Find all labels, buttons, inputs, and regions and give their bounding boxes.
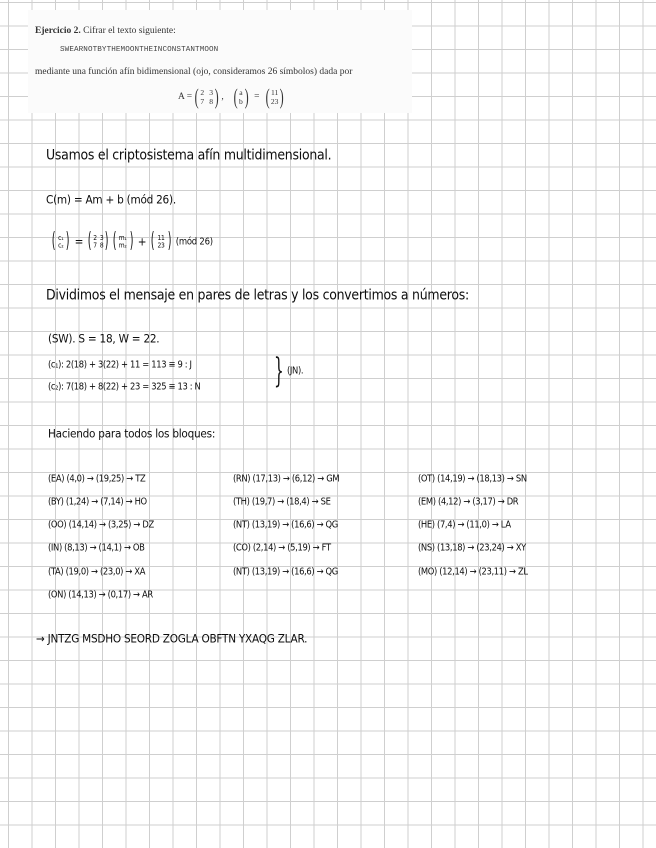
exercise-formula <box>178 84 287 110</box>
block-entry: (HE) (7,4) → (11,0) → LA <box>418 518 511 530</box>
note-c2-calc: (c₂): 7(18) + 8(22) + 23 = 325 ≡ 13 : N <box>48 380 201 392</box>
note-affine-formula: C(m) = Am + b (mód 26). <box>46 193 176 207</box>
note-all-blocks: Haciendo para todos los bloques: <box>48 427 216 441</box>
exercise-description: mediante una función afín bidimensional (ojo, consideramos 26 símbolos) dada por <box>35 67 353 77</box>
formula-comma: , <box>221 92 224 102</box>
b-vector-handwritten <box>157 234 164 249</box>
c-vector-cell: c₂ <box>58 241 64 250</box>
c-vector <box>58 234 63 249</box>
matrix-eq-mod: (mód 26) <box>175 236 213 247</box>
block-entry: (TH) (19,7) → (18,4) → SE <box>233 495 331 507</box>
vector-ab-cell: b <box>239 97 243 106</box>
block-entry: (EA) (4,0) → (19,25) → TZ <box>48 472 146 484</box>
matrix-a-cell: 2 <box>200 88 205 97</box>
note-c1-calc: (c₁): 2(18) + 3(22) + 11 = 113 ≡ 9 : J <box>48 358 192 370</box>
exercise-heading <box>35 26 176 36</box>
c-vector-cell: c₁ <box>58 233 64 242</box>
final-ciphertext: → JNTZG MSDHO SEORD ZOGLA OBFTN YXAQG ZLAR. <box>36 632 308 646</box>
block-entry: (RN) (17,13) → (6,12) → GM <box>233 472 340 484</box>
vector-b-values: ( 11 23 ) <box>265 84 285 109</box>
matrix-a-label: A = <box>178 92 193 102</box>
block-entry: (CO) (2,14) → (5,19) → FT <box>233 541 331 553</box>
matrix-a-cell: 7 <box>200 97 205 106</box>
plaintext-message: SWEARNOTBYTHEMOONTHEINCONSTANTMOON <box>60 46 219 54</box>
vector-ab: ( a b ) <box>233 84 249 109</box>
matrix-eq-equals: = <box>74 234 84 249</box>
matrix-a: ( 2 3 7 8 ) <box>194 84 219 109</box>
block-entry: (NT) (13,19) → (16,6) → QG <box>233 565 338 577</box>
brace-symbol: } <box>274 351 284 391</box>
block-entry: (EM) (4,12) → (3,17) → DR <box>418 495 519 507</box>
block-entry: (NS) (13,18) → (23,24) → XY <box>418 541 526 553</box>
b-vector-cell: 11 <box>157 233 165 242</box>
note-matrix-equation: ( c₁ c₂ ) = ( 2 3 7 8 ) ( m₁ m₂ ) + ( 11 23 ) (mód 26) <box>51 228 213 254</box>
exercise-instruction: Cifrar el texto siguiente: <box>83 26 176 36</box>
m-vector-cell: m₂ <box>118 241 127 250</box>
block-entry: (OO) (14,14) → (3,25) → DZ <box>48 518 154 530</box>
matrix-cell: 7 <box>93 241 97 250</box>
matrix-cell: 8 <box>99 241 104 250</box>
matrix-a-cell: 3 <box>209 88 213 97</box>
block-entry: (TA) (19,0) → (23,0) → XA <box>48 565 146 577</box>
matrix-a-handwritten <box>93 234 103 249</box>
matrix-eq-plus: + <box>137 234 147 249</box>
vector-b-cell: 23 <box>270 97 279 106</box>
block-entry: (MO) (12,14) → (23,11) → ZL <box>418 565 528 577</box>
m-vector <box>119 234 127 249</box>
note-jn-result: (JN). <box>287 364 304 376</box>
vector-b-cell: 11 <box>270 88 279 97</box>
block-entry: (NT) (13,19) → (16,6) → QG <box>233 518 338 530</box>
note-intro: Usamos el criptosistema afín multidimensional. <box>46 146 332 163</box>
b-vector-cell: 23 <box>157 241 165 250</box>
block-entry: (BY) (1,24) → (7,14) → HO <box>48 495 147 507</box>
block-entry: (OT) (14,19) → (18,13) → SN <box>418 472 527 484</box>
vector-ab-cell: a <box>239 88 243 97</box>
block-entry: (IN) (8,13) → (14,1) → OB <box>48 541 145 553</box>
exercise-title: Ejercicio 2. <box>35 26 81 36</box>
formula-equals: = <box>254 92 260 102</box>
matrix-a-cell: 8 <box>209 97 213 106</box>
m-vector-cell: m₁ <box>118 233 127 242</box>
block-entry: (ON) (14,13) → (0,17) → AR <box>48 588 153 600</box>
note-sw-values: (SW). S = 18, W = 22. <box>48 332 160 346</box>
matrix-cell: 3 <box>99 233 104 242</box>
note-divide-pairs: Dividimos el mensaje en pares de letras y los convertimos a números: <box>46 286 470 303</box>
matrix-cell: 2 <box>93 233 97 242</box>
